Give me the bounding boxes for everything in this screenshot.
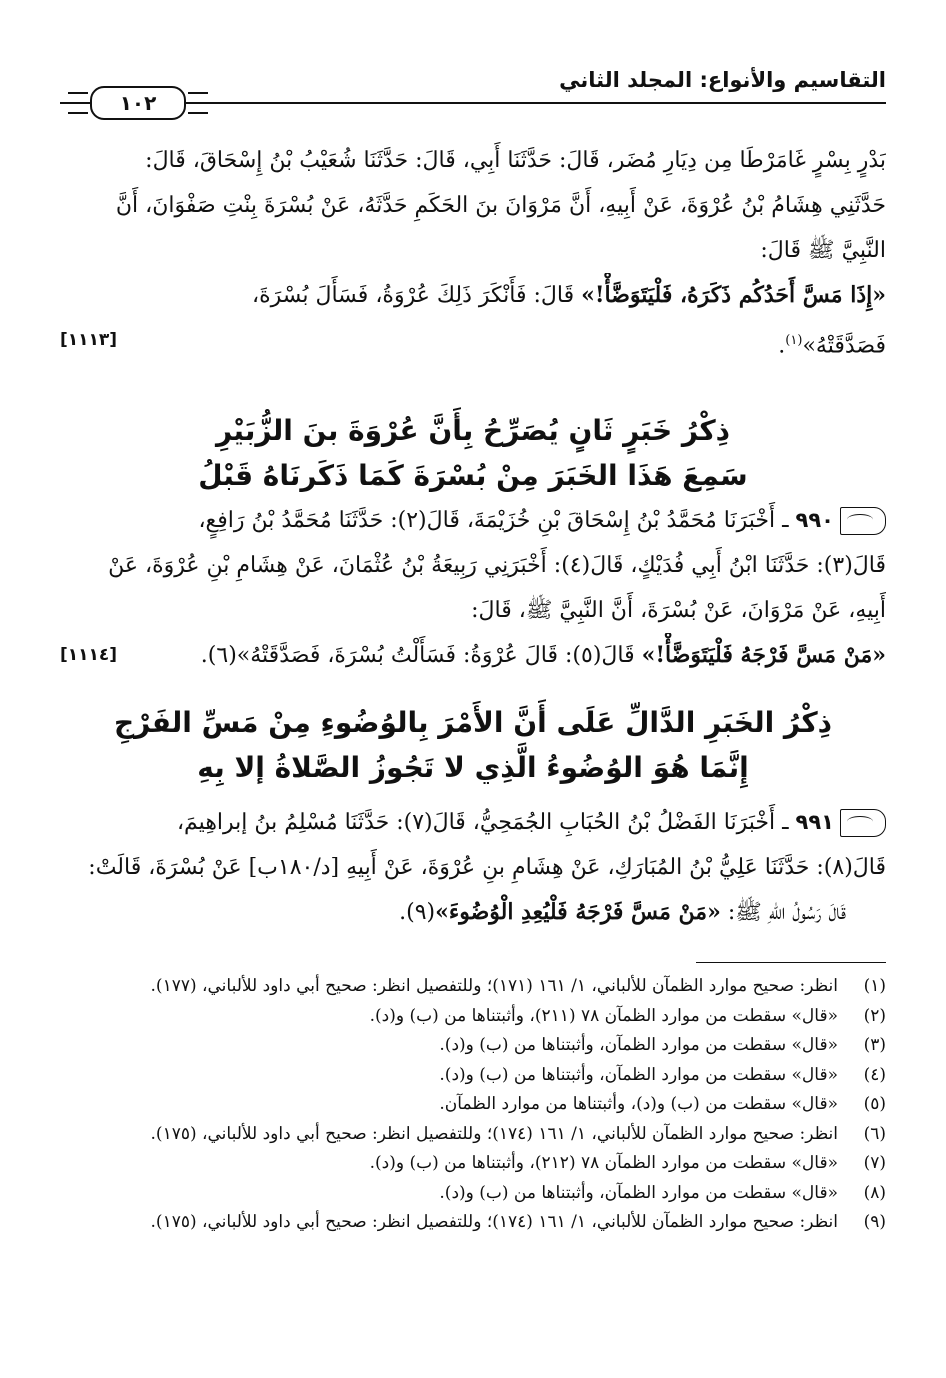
footnote-text: «قال» سقطت من موارد الظمآن ٧٨ (٢١١)، وأثبتناها من (ب) و(د). xyxy=(369,1005,838,1026)
text-line: قَالَ(٨): حَدَّثَنَا عَلِيُّ بْنُ المُبَارَكِ، عَنْ هِشَامِ بنِ عُرْوَةَ، عَنْ أَبِيهِ [د/١٨٠ب] عَنْ بُسْرَةَ، قَالَتْ: xyxy=(88,855,886,880)
heading-line: ذِكْرُ الخَبَرِ الدَّالِّ عَلَى أَنَّ الأَمْرَ بِالوُضُوءِ مِنْ مَسِّ الفَرْجِ xyxy=(113,706,833,739)
footnote xyxy=(60,1149,886,1179)
hadith-number: ٩٩١ xyxy=(795,810,834,834)
footnote-marker: (١) xyxy=(785,333,803,348)
footnote-number: (٧) xyxy=(863,1153,886,1173)
document-page xyxy=(60,0,886,1378)
hadith-ornament-icon xyxy=(840,507,886,535)
hadith-number: ٩٩٠ xyxy=(795,508,834,532)
intro-paragraph xyxy=(60,138,886,368)
hadith-reference: [١١١٣] xyxy=(60,330,118,350)
hadith-990 xyxy=(60,498,886,678)
section-heading-1 xyxy=(60,408,886,498)
footnote-text: «قال» سقطت من موارد الظمآن، وأثبتناها من (ب) و(د). xyxy=(439,1064,838,1085)
text-line xyxy=(60,890,886,935)
hadith-quote: «مَنْ مَسَّ فَرْجَهُ فَلْيَتَوَضَّأْ!» xyxy=(641,642,886,668)
text-line: فَصَدَّقَتْهُ»$^{(١)}$. [١١١٣] xyxy=(60,318,886,368)
footnote-marker: (٩). xyxy=(399,900,436,925)
section-heading-2 xyxy=(60,700,886,790)
heading-line: إِنَّمَا هُوَ الوُضُوءُ الَّذِي لا تَجُوزُ الصَّلاةُ إلا بِهِ xyxy=(197,751,749,784)
footnote xyxy=(60,1120,886,1150)
page-number: ١٠٢ xyxy=(90,86,186,120)
footnote xyxy=(60,1031,886,1061)
footnote-number: (٥) xyxy=(863,1094,886,1114)
text-line xyxy=(60,273,886,318)
footnote-text: «قال» سقطت من (ب) و(د)، وأثبتناها من موارد الظمآن. xyxy=(439,1094,838,1114)
text-line xyxy=(60,498,886,543)
heading-line: سَمِعَ هَذَا الخَبَرَ مِنْ بُسْرَةَ كَمَا ذَكَرنَاهُ قَبْلُ xyxy=(198,459,748,492)
narration-text: ـ أَخْبَرَنَا مُحَمَّدُ بْنُ إِسْحَاقَ بْنِ خُزَيْمَةَ، قَالَ(٢): حَدَّثَنَا مُحَمَّدُ بْنُ رَافِعٍ، xyxy=(198,508,789,533)
footnote xyxy=(60,972,886,1002)
footnote-text: «قال» سقطت من موارد الظمآن، وأثبتناها من (ب) و(د). xyxy=(439,1035,838,1055)
footnote-separator xyxy=(696,962,886,963)
footnote xyxy=(60,1090,886,1120)
narration-text: قَالَ: فَأَنْكَرَ ذَلِكَ عُرْوَةُ، فَسَأَلَ بُسْرَةَ، xyxy=(251,283,575,308)
hadith-ornament-icon xyxy=(840,809,886,837)
footnote xyxy=(60,1002,886,1032)
text-line: بَدْرٍ بِسْرٍ غَامَرْطَا مِن دِيَارِ مُضَر، قَالَ: حَدَّثَنَا أَبِي، قَالَ: حَدَّثَنَا شُعَيْبُ بْنُ إِسْحَاقَ، قَالَ: xyxy=(145,148,886,173)
hadith-quote: «إِذَا مَسَّ أَحَدُكُم ذَكَرَهُ، فَلْيَتَوَضَّأْ!» xyxy=(581,282,886,308)
footnote-number: (١) xyxy=(863,976,886,996)
footnote-number: (٨) xyxy=(863,1182,886,1203)
text-line xyxy=(60,633,886,678)
footnote-text: انظر: صحيح موارد الظمآن للألباني، ١/ ١٦١ (١٧٤)؛ وللتفصيل انظر: صحيح أبي داود للألباني، (١٧٥). xyxy=(150,1212,838,1232)
narration-text: ـ أَخْبَرَنَا الفَضْلُ بْنُ الحُبَابِ الجُمَحِيُّ، قَالَ(٧): حَدَّثَنَا مُسْلِمُ بنُ إبراهِيمَ، xyxy=(176,810,789,835)
narration-text: قَالَ(٥): قَالَ عُرْوَةُ: فَسَأَلْتُ بُسْرَةَ، فَصَدَّقَتْهُ»(٦). xyxy=(200,643,635,668)
hadith-reference: [١١١٤] xyxy=(60,645,118,665)
narration-text: فَصَدَّقَتْهُ» xyxy=(802,333,886,359)
footnotes xyxy=(60,972,886,1238)
running-title: التقاسيم والأنواع: المجلد الثاني xyxy=(559,68,886,92)
hadith-991 xyxy=(60,800,886,935)
footnote-number: (٤) xyxy=(863,1064,886,1085)
text-line: قَالَ(٣): حَدَّثَنَا ابْنُ أَبِي فُدَيْكٍ، قَالَ(٤): أَخْبَرَنِي رَبِيعَةُ بْنُ عُثْمَانَ، عَنْ هِشَامِ بْنِ عُرْوَةَ، عَنْ xyxy=(108,553,886,578)
heading-line: ذِكْرُ خَبَرٍ ثَانٍ يُصَرِّحُ بِأَنَّ عُرْوَةَ بنَ الزُّبَيْرِ xyxy=(216,414,730,447)
narration-text: قَالَ رَسُولُ اللهِ ﷺ: xyxy=(727,900,846,925)
footnote-number: (٢) xyxy=(863,1005,886,1026)
footnote-text: «قال» سقطت من موارد الظمآن، وأثبتناها من (ب) و(د). xyxy=(439,1182,838,1203)
hadith-quote: «مَنْ مَسَّ فَرْجَهُ فَلْيُعِدِ الْوُضُوءَ» xyxy=(435,899,721,925)
footnote xyxy=(60,1208,886,1238)
text-line xyxy=(60,800,886,845)
footnote-text: انظر: صحيح موارد الظمآن للألباني، ١/ ١٦١ (١٧١)؛ وللتفصيل انظر: صحيح أبي داود للألباني، (١٧٧). xyxy=(150,976,838,996)
text-line: أَبِيهِ، عَنْ مَرْوَانَ، عَنْ بُسْرَةَ، أَنَّ النَّبِيَّ ﷺ، قَالَ: xyxy=(471,598,886,623)
footnote-number: (٣) xyxy=(863,1035,886,1055)
footnote-number: (٩) xyxy=(863,1212,886,1232)
footnote xyxy=(60,1179,886,1209)
page-header xyxy=(60,68,886,120)
text-line: حَدَّثَنِي هِشَامُ بْنُ عُرْوَةَ، عَنْ أَبِيهِ، أَنَّ مَرْوَانَ بنَ الحَكَمِ حَدَّثَهُ، عَنْ بُسْرَةَ بِنْتِ صَفْوَانَ، أَنَّ xyxy=(115,193,886,218)
footnote-text: «قال» سقطت من موارد الظمآن ٧٨ (٢١٢)، وأثبتناها من (ب) و(د). xyxy=(369,1153,838,1173)
footnote-text: انظر: صحيح موارد الظمآن للألباني، ١/ ١٦١ (١٧٤)؛ وللتفصيل انظر: صحيح أبي داود للألباني، (١٧٥). xyxy=(150,1123,838,1144)
footnote xyxy=(60,1061,886,1091)
footnote-number: (٦) xyxy=(863,1123,886,1144)
text-line: النَّبِيَّ ﷺ قَالَ: xyxy=(760,238,886,263)
